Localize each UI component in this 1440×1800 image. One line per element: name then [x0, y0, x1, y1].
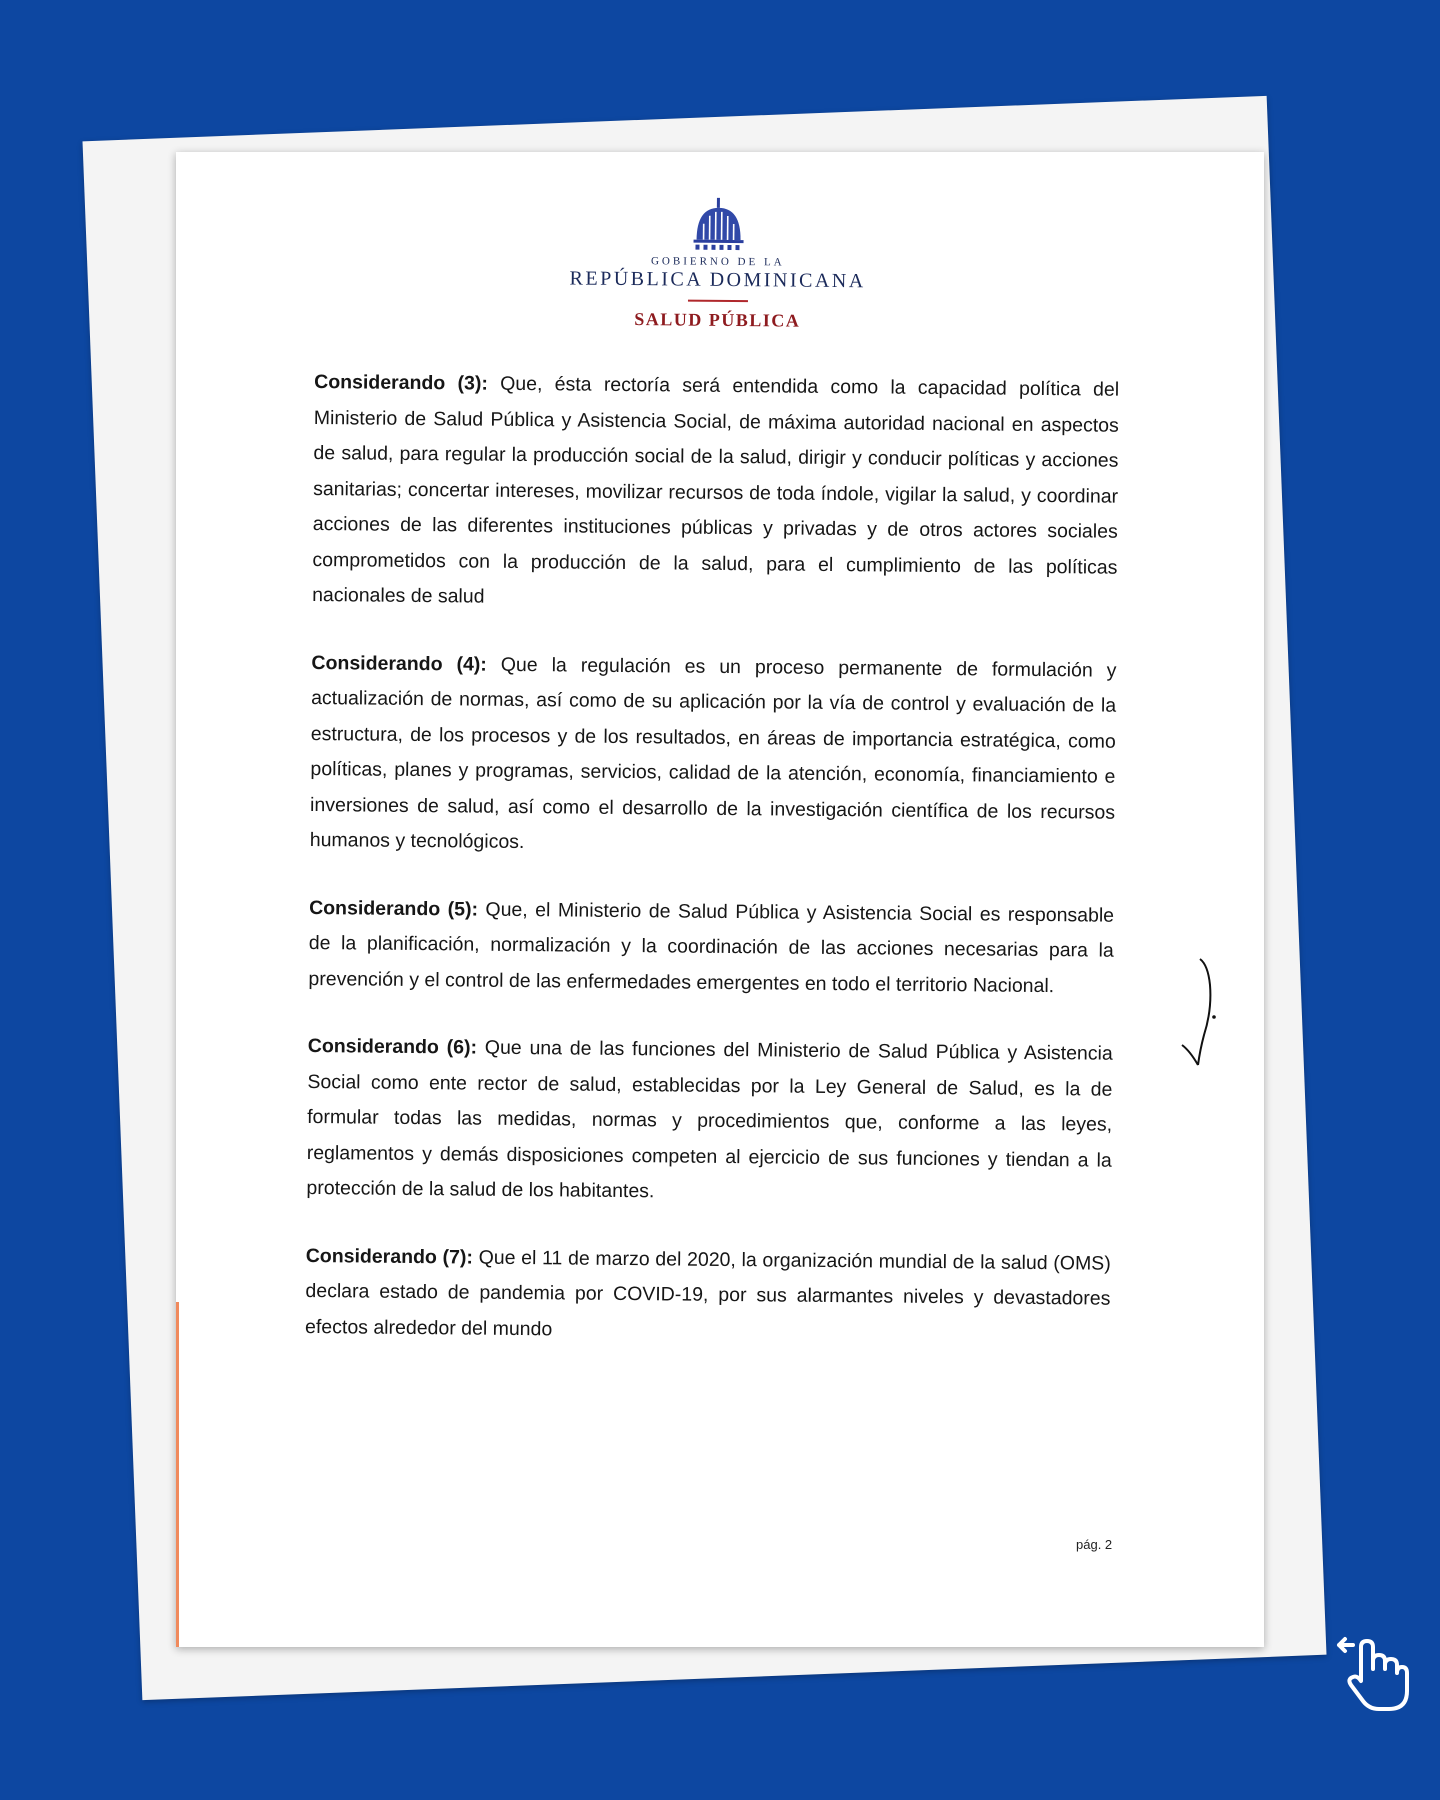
handwritten-mark — [1178, 955, 1228, 1075]
considerando-label: Considerando (5): — [309, 896, 479, 921]
gov-main-text: REPÚBLICA DOMINICANA — [569, 267, 866, 293]
letterhead — [315, 192, 1121, 335]
swipe-hand-icon[interactable] — [1335, 1635, 1415, 1715]
considerando-label: Considerando (7): — [305, 1244, 474, 1269]
considerando-text: Que una de las funciones del Ministerio de Salud Pública y Asistencia Social como ente rector de salud, establecidas por la Ley General de Salud, es la de formular todas las medidas, normas y procedimientos que, conforme a las leyes, reglamentos y demás disposiciones competen al ejercicio de sus funciones y tiendan a la protección de la salud de los habitantes. — [306, 1036, 1113, 1203]
considerando-7 — [305, 1238, 1111, 1352]
header-divider — [687, 300, 747, 303]
considerando-label: Considerando (4): — [311, 651, 487, 676]
considerando-5 — [308, 890, 1114, 1004]
dome-emblem-icon — [688, 196, 749, 255]
considerando-4 — [310, 645, 1117, 866]
document-content — [305, 192, 1121, 1353]
paper-edge — [176, 1302, 179, 1647]
document-page — [176, 152, 1264, 1647]
gov-small-text: GOBIERNO DE LA — [650, 255, 785, 269]
considerando-label: Considerando (6): — [307, 1034, 478, 1059]
considerando-text: Que la regulación es un proceso permanente de formulación y actualización de normas, así como de su aplicación por la vía de control y evaluación de la estructura, de los procesos y de los resultados, en áreas de importancia estratégica, como políticas, planes y programas, servicios, calidad de la atención, economía, financiamiento e inversiones de salud, así como el desarrollo de la investigación científica de los recursos humanos y tecnológicos. — [309, 653, 1117, 854]
considerando-label: Considerando (3): — [314, 370, 488, 395]
considerando-6 — [306, 1029, 1113, 1214]
department-name: SALUD PÚBLICA — [634, 309, 801, 331]
considerando-3 — [312, 365, 1119, 621]
page-number: pág. 2 — [1076, 1537, 1113, 1552]
considerando-text: Que el 11 de marzo del 2020, la organización mundial de la salud (OMS) declara estado de pandemia por COVID-19, por sus alarmantes niveles y devastadores efectos alrededor del mundo — [305, 1246, 1111, 1340]
considerando-text: Que, ésta rectoría será entendida como la capacidad política del Ministerio de Salud Pública y Asistencia Social, de máxima autoridad nacional en aspectos de salud, para regular la producción social de la salud, dirigir y conducir políticas y acciones sanitarias; concertar intereses, movilizar recursos de toda índole, vigilar la salud, y coordinar acciones de las diferentes instituciones públicas y privadas y de otros actores sociales comprometidos con la producción de la salud, para el cumplimiento de las políticas nacionales de salud — [312, 372, 1120, 608]
considerando-text: Que, el Ministerio de Salud Pública y Asistencia Social es responsable de la planificación, normalización y la coordinación de las acciones necesarias para la prevención y el control de las enfermedades emergentes en todo el territorio Nacional. — [308, 898, 1115, 997]
